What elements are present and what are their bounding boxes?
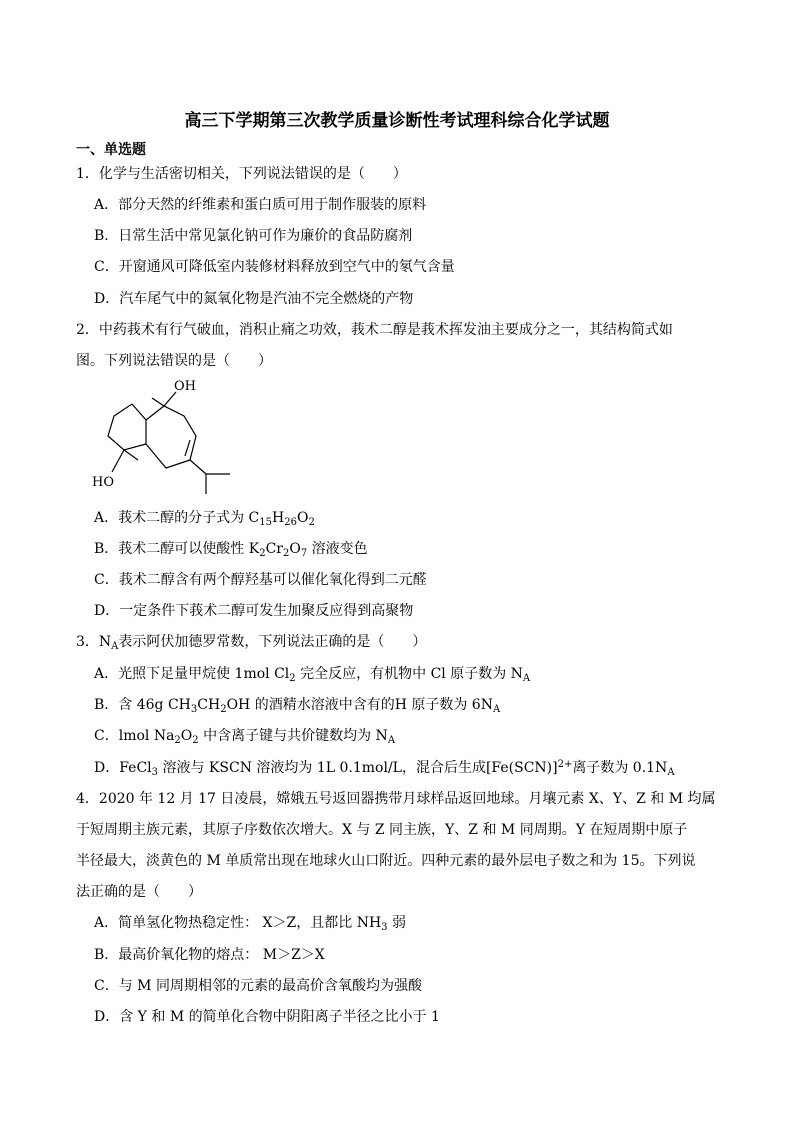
question-4-option-d: D．含 Y 和 M 的简单化合物中阴阳离子半径之比小于 1 xyxy=(94,1009,440,1025)
question-1-stem: 1．化学与生活密切相关，下列说法错误的是（ ） xyxy=(76,166,407,182)
molecule-oh-bottom-label: HO xyxy=(92,475,114,490)
question-4-stem-line4: 法正确的是（ ） xyxy=(76,884,202,900)
question-4-stem-line3: 半径最大，淡黄色的 M 单质常出现在地球火山口附近。四种元素的最外层电子数之和为 15。下列说 xyxy=(76,853,696,869)
molecule-oh-top-label: OH xyxy=(174,379,196,394)
question-4-stem-line2: 于短周期主族元素，其原子序数依次增大。X 与 Z 同主族，Y、Z 和 M 同周期。Y 在短周期中原子 xyxy=(76,822,688,838)
question-2-stem-line2: 图。下列说法错误的是（ ） xyxy=(76,353,272,369)
question-4-option-b: B．最高价氧化物的熔点： M＞Z＞X xyxy=(94,947,325,963)
molecule-structure-diagram xyxy=(86,376,246,496)
question-1-option-c: C．开窗通风可降低室内装修材料释放到空气中的氡气含量 xyxy=(94,259,455,275)
question-3-option-b: B．含 46g $CH_3CH_2OH$ 的酒精水溶液中含有的H 原子数为 $6N_A$ xyxy=(94,697,501,715)
section-heading: 一、单选题 xyxy=(76,142,146,158)
question-2-option-d: D．一定条件下莪术二醇可发生加聚反应得到高聚物 xyxy=(94,603,414,619)
question-4-option-a: A．简单氢化物热稳定性： X＞Z，且都比 $NH_3$ 弱 xyxy=(94,915,406,933)
question-3-option-d: D．FeCl$_3$ 溶液与 KSCN 溶液均为 1L 0.1mol/L，混合后生成$[Fe(SCN)]^{2+}$离子数为 $0.1N_A$ xyxy=(94,759,675,778)
question-2-stem-line1: 2．中药莪术有行气破血，消积止痛之功效，莪术二醇是莪术挥发油主要成分之一，其结构简式如 xyxy=(76,322,673,338)
question-2-option-a: A．莪术二醇的分子式为 $C_{15}H_{26}O_2$ xyxy=(94,510,315,528)
question-3-option-a: A．光照下足量甲烷使 1mol $Cl_2$ 完全反应，有机物中 Cl 原子数为 $N_A$ xyxy=(94,666,531,684)
page-title: 高三下学期第三次教学质量诊断性考试理科综合化学试题 xyxy=(184,111,610,131)
question-2-option-b: B．莪术二醇可以使酸性 $K_2Cr_2O_7$ 溶液变色 xyxy=(94,541,368,559)
question-4-option-c: C．与 M 同周期相邻的元素的最高价含氧酸均为强酸 xyxy=(94,978,422,994)
question-4-stem-line1: 4．2020 年 12 月 17 日凌晨，嫦娥五号返回器携带月球样品返回地球。月壤元素 X、Y、Z 和 M 均属 xyxy=(76,791,716,807)
question-2-option-c: C．莪术二醇含有两个醇羟基可以催化氧化得到二元醛 xyxy=(94,572,427,588)
question-1-option-b: B．日常生活中常见氯化钠可作为廉价的食品防腐剂 xyxy=(94,228,413,244)
question-3-stem: 3．$N_A$表示阿伏加德罗常数，下列说法正确的是（ ） xyxy=(76,634,427,652)
question-1-option-a: A．部分天然的纤维素和蛋白质可用于制作服装的原料 xyxy=(94,197,427,213)
question-1-option-d: D．汽车尾气中的氮氧化物是汽油不完全燃烧的产物 xyxy=(94,291,414,307)
question-3-option-c: C．lmol $Na_2O_2$ 中含离子键与共价键数均为 $N_A$ xyxy=(94,728,396,746)
